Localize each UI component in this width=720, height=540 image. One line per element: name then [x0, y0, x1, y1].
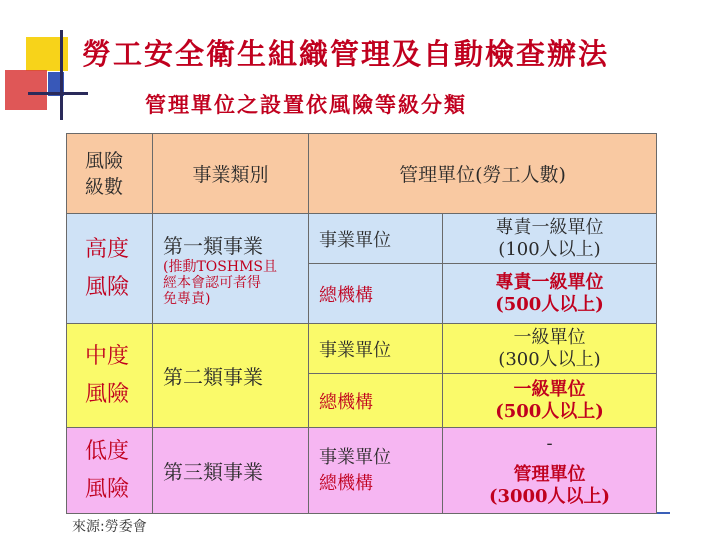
header-category: 事業類別 — [153, 134, 309, 214]
category-first-class — [153, 214, 309, 324]
low-unit-hq-value: 管理單位 (3000人以上) — [488, 464, 611, 507]
risk-high: 高度 風險 — [67, 214, 153, 324]
category-second-class: 第二類事業 — [153, 324, 309, 428]
category-first-class-note: (推動TOSHMS且 經本會認可者得 免專責) — [163, 259, 278, 307]
table-header-row — [67, 134, 657, 214]
mid-unit-business: 事業單位 — [309, 324, 443, 374]
mid-unit-hq-value: 一級單位 (500人以上) — [443, 374, 657, 428]
mid-unit-hq: 總機構 — [309, 374, 443, 428]
source-note: 來源:勞委會 — [72, 516, 147, 536]
high-unit-hq: 總機構 — [309, 264, 443, 324]
low-unit-business-value: - — [546, 433, 553, 454]
page-subtitle: 管理單位之設置依風險等級分類 — [145, 92, 467, 117]
high-unit-hq-value: 專責一級單位 (500人以上) — [443, 264, 657, 324]
risk-low: 低度 風險 — [67, 428, 153, 514]
low-unit-business: 事業單位 — [319, 446, 391, 468]
table-row-low — [67, 428, 657, 514]
high-unit-business: 事業單位 — [309, 214, 443, 264]
risk-mid: 中度 風險 — [67, 324, 153, 428]
low-unit-value-cell — [443, 428, 657, 514]
table-row-mid — [67, 324, 657, 374]
category-third-class: 第三類事業 — [153, 428, 309, 514]
page-title: 勞工安全衛生組織管理及自動檢查辦法 — [82, 37, 610, 71]
mid-unit-business-value: 一級單位 (300人以上) — [443, 324, 657, 374]
header-management-unit: 管理單位(勞工人數) — [309, 134, 657, 214]
high-unit-business-value: 專責一級單位 (100人以上) — [443, 214, 657, 264]
header-risk-level: 風險 級數 — [67, 134, 153, 214]
decoration-vertical-line — [60, 30, 63, 120]
risk-classification-table — [66, 133, 657, 514]
category-first-class-label: 第一類事業 — [163, 234, 263, 258]
decoration-red-square — [5, 70, 47, 110]
low-unit-cell — [309, 428, 443, 514]
decoration-horizontal-line — [28, 92, 88, 95]
table-row-high — [67, 214, 657, 264]
low-unit-hq: 總機構 — [319, 472, 373, 494]
